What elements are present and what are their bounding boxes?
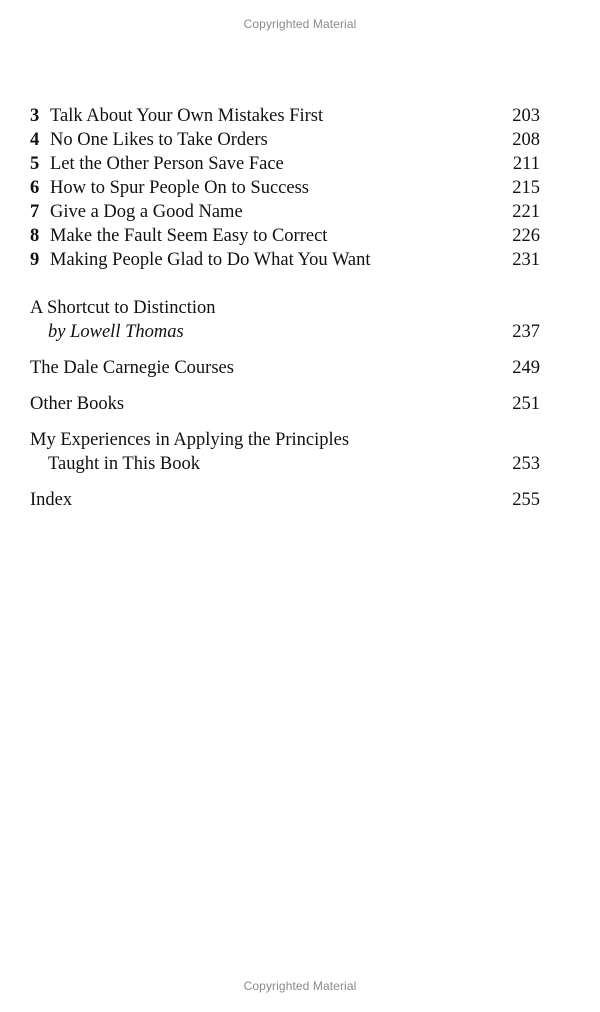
page-number: 249 [512, 358, 540, 378]
chapter-number: 3 [30, 106, 40, 126]
author-byline: by Lowell Thomas [48, 322, 184, 342]
page-number: 251 [512, 394, 540, 414]
copyright-watermark-bottom: Copyrighted Material [243, 979, 357, 993]
copyright-watermark-top: Copyrighted Material [243, 17, 357, 31]
toc-entry-experiences [30, 428, 540, 452]
page-number: 253 [512, 454, 540, 474]
toc-entry [30, 224, 540, 248]
chapter-title: Give a Dog a Good Name [50, 202, 243, 222]
page-number: 215 [512, 178, 540, 198]
toc-entry [30, 176, 540, 200]
page-number: 226 [512, 226, 540, 246]
chapter-title: Make the Fault Seem Easy to Correct [50, 226, 328, 246]
toc-entry [30, 200, 540, 224]
chapter-title: No One Likes to Take Orders [50, 130, 268, 150]
toc-entry-courses [30, 356, 540, 380]
toc-entry [30, 152, 540, 176]
chapter-title: How to Spur People On to Success [50, 178, 309, 198]
entry-title: Other Books [30, 394, 125, 414]
page-number: 237 [512, 322, 540, 342]
chapter-number: 4 [30, 130, 40, 150]
toc-entry-experiences-continued [30, 452, 540, 476]
chapter-number: 5 [30, 154, 40, 174]
entry-title: Index [30, 490, 73, 510]
toc-entry-shortcut-byline [30, 320, 540, 344]
entry-title-continued: Taught in This Book [48, 454, 201, 474]
chapter-title: Making People Glad to Do What You Want [50, 250, 371, 270]
toc-entry-index [30, 488, 540, 512]
toc-entry [30, 248, 540, 272]
entry-title: A Shortcut to Distinction [30, 298, 216, 318]
page-number: 203 [512, 106, 540, 126]
toc-entry-shortcut [30, 296, 540, 320]
chapter-number: 7 [30, 202, 40, 222]
chapter-title: Let the Other Person Save Face [50, 154, 284, 174]
chapter-number: 9 [30, 250, 40, 270]
table-of-contents [30, 104, 540, 512]
chapter-number: 8 [30, 226, 40, 246]
page-number: 208 [512, 130, 540, 150]
entry-title: My Experiences in Applying the Principles [30, 430, 350, 450]
toc-entry-other-books [30, 392, 540, 416]
toc-entry [30, 104, 540, 128]
page-number: 211 [512, 154, 540, 174]
page-number: 221 [512, 202, 540, 222]
chapter-title: Talk About Your Own Mistakes First [50, 106, 324, 126]
page-number: 231 [512, 250, 540, 270]
entry-title: The Dale Carnegie Courses [30, 358, 234, 378]
chapter-number: 6 [30, 178, 40, 198]
toc-entry [30, 128, 540, 152]
page-number: 255 [512, 490, 540, 510]
